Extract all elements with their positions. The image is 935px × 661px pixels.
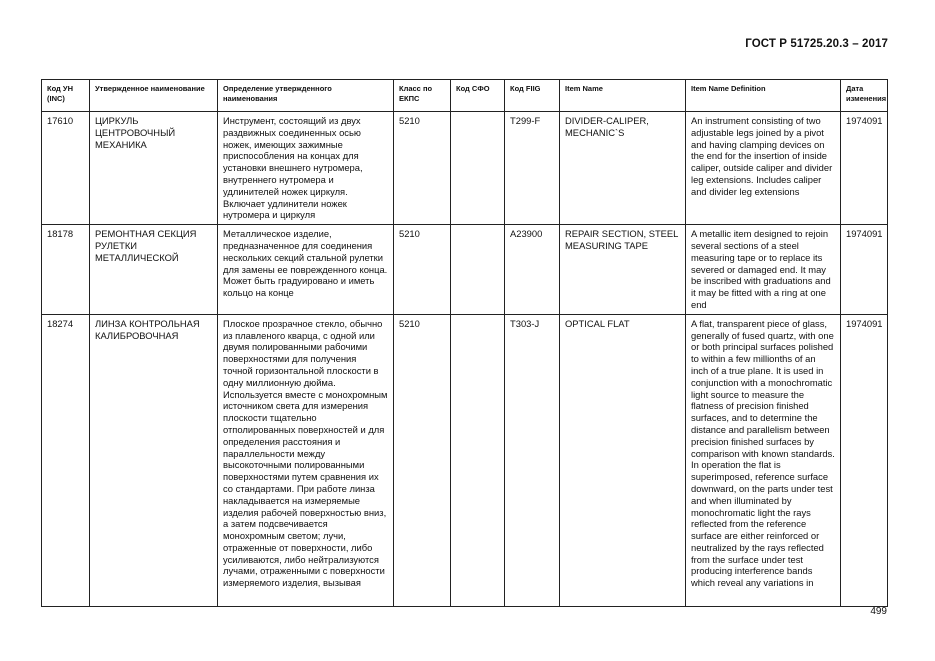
header-definition: Определение утвержденного наименования bbox=[218, 80, 394, 112]
document-title: ГОСТ Р 51725.20.3 – 2017 bbox=[745, 38, 888, 50]
header-date: Дата изменения bbox=[841, 80, 888, 112]
cell-date: 1974091 bbox=[841, 112, 888, 225]
header-fiig: Код FIIG bbox=[505, 80, 560, 112]
header-code: Код УН (INC) bbox=[42, 80, 90, 112]
cell-item-definition: An instrument consisting of two adjustable legs joined by a pivot and having clamping devices on the end for the insertion of inside caliper, outside caliper and divider leg extensions. Includes caliper and divider leg extensions bbox=[686, 112, 841, 225]
table-row bbox=[42, 314, 888, 606]
header-sfo: Код СФО bbox=[451, 80, 505, 112]
cell-fiig: A23900 bbox=[505, 225, 560, 315]
cell-definition: Металлическое изделие, предназначенное для соединения нескольких секций стальной рулетки для замены ее поврежденного конца. Может быть градуировано и иметь кольцо на конце bbox=[218, 225, 394, 315]
header-approved-name: Утвержденное наименование bbox=[90, 80, 218, 112]
cell-date: 1974091 bbox=[841, 314, 888, 606]
cell-code: 18178 bbox=[42, 225, 90, 315]
cell-class: 5210 bbox=[394, 112, 451, 225]
cell-approved-name: РЕМОНТНАЯ СЕКЦИЯ РУЛЕТКИ МЕТАЛЛИЧЕСКОЙ bbox=[90, 225, 218, 315]
page-number: 499 bbox=[870, 606, 887, 617]
cell-sfo bbox=[451, 225, 505, 315]
header-item-definition: Item Name Definition bbox=[686, 80, 841, 112]
cell-fiig: T303-J bbox=[505, 314, 560, 606]
cell-item-definition: A metallic item designed to rejoin several sections of a steel measuring tape or to replace its severed or damaged end. It may be inscribed with graduations and it may be fitted with a ring at one end bbox=[686, 225, 841, 315]
cell-class: 5210 bbox=[394, 314, 451, 606]
header-item-name: Item Name bbox=[560, 80, 686, 112]
cell-sfo bbox=[451, 314, 505, 606]
cell-code: 17610 bbox=[42, 112, 90, 225]
cell-item-name: OPTICAL FLAT bbox=[560, 314, 686, 606]
cell-approved-name: ЛИНЗА КОНТРОЛЬНАЯ КАЛИБРОВОЧНАЯ bbox=[90, 314, 218, 606]
header-class: Класс по ЕКПС bbox=[394, 80, 451, 112]
cell-class: 5210 bbox=[394, 225, 451, 315]
cell-fiig: T299-F bbox=[505, 112, 560, 225]
table-header-row bbox=[42, 80, 888, 112]
cell-item-definition: A flat, transparent piece of glass, generally of fused quartz, with one or both principal surfaces polished to within a few millionths of an inch of a true plane. It is used in conjunction with a monochromatic light source to measure the flatness of precision finished surfaces, and to determine the distance and parallelism between precision finished surfaces by comparison with known standards. In operation the flat is superimposed, reference surface downward, on the parts under test and when illuminated by monochromatic light the rays reflected from the reference surface are either reinforced or neutralized by the rays reflected from the surface under test producing interference bands which reveal any variations in bbox=[686, 314, 841, 606]
cell-approved-name: ЦИРКУЛЬ ЦЕНТРОВОЧНЫЙ МЕХАНИКА bbox=[90, 112, 218, 225]
cell-definition: Инструмент, состоящий из двух раздвижных соединенных осью ножек, имеющих зажимные приспособления на концах для установки внешнего нутромера, внутреннего нутромера и удлинителей ножек циркуля. Включает удлинители ножек нутромера и циркуля bbox=[218, 112, 394, 225]
table-row bbox=[42, 225, 888, 315]
cell-sfo bbox=[451, 112, 505, 225]
cell-item-name: DIVIDER-CALIPER, MECHANIC`S bbox=[560, 112, 686, 225]
cell-definition: Плоское прозрачное стекло, обычно из плавленого кварца, с одной или двумя полированными рабочими поверхностями для получения точной горизонтальной плоскости в одну миллионную дюйма. Используется вместе с монохромным источником света для измерения плоскости тщательно отполированных поверхностей и для определения расстояния и параллельности между высокоточными полированными поверхностями путем сравнения их со стандартами. При работе линза накладывается на измеряемые изделия рабочей поверхностью вниз, а затем подсвечивается монохромным светом; лучи, отраженные от поверхности, либо усиливаются, либо нейтрализуются лучами, отраженными с поверхности измеряемого изделия, вызывая bbox=[218, 314, 394, 606]
specification-table bbox=[41, 79, 888, 607]
table-row bbox=[42, 112, 888, 225]
cell-code: 18274 bbox=[42, 314, 90, 606]
cell-date: 1974091 bbox=[841, 225, 888, 315]
cell-item-name: REPAIR SECTION, STEEL MEASURING TAPE bbox=[560, 225, 686, 315]
